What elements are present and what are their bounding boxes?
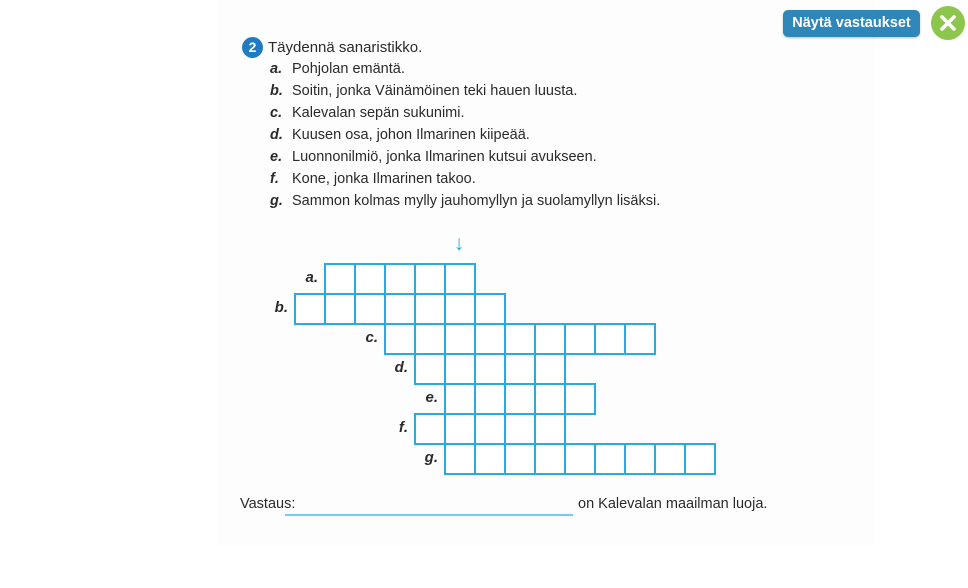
crossword-cell[interactable]: [444, 413, 476, 445]
crossword-cell[interactable]: [444, 443, 476, 475]
crossword-cell[interactable]: [414, 353, 446, 385]
crossword-cell[interactable]: [534, 353, 566, 385]
clue-letter: b.: [270, 83, 283, 99]
crossword-row-label: d.: [394, 359, 408, 376]
crossword-cell[interactable]: [624, 323, 656, 355]
clue-text: Luonnonilmiö, jonka Ilmarinen kutsui avukseen.: [292, 149, 597, 165]
crossword-cell[interactable]: [684, 443, 716, 475]
crossword-row-label: a.: [305, 269, 318, 286]
crossword-cell[interactable]: [474, 293, 506, 325]
answer-label: Vastaus:: [240, 496, 296, 512]
clue-text: Pohjolan emäntä.: [292, 61, 405, 77]
answer-suffix: on Kalevalan maailman luoja.: [578, 496, 768, 512]
crossword-cell[interactable]: [444, 353, 476, 385]
crossword-cell[interactable]: [504, 323, 536, 355]
exercise-number-badge: 2: [242, 37, 263, 58]
crossword-cell[interactable]: [444, 263, 476, 295]
clue-text: Kone, jonka Ilmarinen takoo.: [292, 171, 476, 187]
crossword-cell[interactable]: [564, 443, 596, 475]
crossword-row-label: c.: [365, 329, 378, 346]
clue-letter: a.: [270, 61, 283, 77]
crossword-row-label: b.: [274, 299, 288, 316]
crossword-row-label: f.: [398, 419, 408, 436]
crossword-cell[interactable]: [474, 383, 506, 415]
crossword-cell[interactable]: [504, 353, 536, 385]
crossword-cell[interactable]: [504, 413, 536, 445]
crossword-cell[interactable]: [534, 323, 566, 355]
crossword-cell[interactable]: [324, 263, 356, 295]
crossword-cell[interactable]: [384, 263, 416, 295]
crossword-cell[interactable]: [324, 293, 356, 325]
clue-letter: g.: [270, 193, 283, 209]
crossword-cell[interactable]: [624, 443, 656, 475]
crossword-cell[interactable]: [414, 323, 446, 355]
crossword-cell[interactable]: [534, 383, 566, 415]
crossword-cell[interactable]: [474, 443, 506, 475]
crossword-cell[interactable]: [444, 323, 476, 355]
clue-letter: d.: [270, 127, 283, 143]
crossword-cell[interactable]: [534, 443, 566, 475]
down-arrow-icon: ↓: [453, 232, 465, 255]
crossword-cell[interactable]: [414, 263, 446, 295]
crossword-cell[interactable]: [564, 323, 596, 355]
clue-text: Kuusen osa, johon Ilmarinen kiipeää.: [292, 127, 530, 143]
crossword-cell[interactable]: [474, 323, 506, 355]
show-answers-button[interactable]: Näytä vastaukset: [783, 10, 920, 37]
crossword-cell[interactable]: [414, 413, 446, 445]
crossword-cell[interactable]: [384, 293, 416, 325]
clue-text: Kalevalan sepän sukunimi.: [292, 105, 465, 121]
answer-blank[interactable]: [285, 492, 573, 516]
crossword-row-label: g.: [424, 449, 438, 466]
crossword-cell[interactable]: [594, 443, 626, 475]
crossword-cell[interactable]: [504, 443, 536, 475]
clue-text: Soitin, jonka Väinämöinen teki hauen luusta.: [292, 83, 578, 99]
clue-letter: f.: [270, 171, 279, 187]
crossword-cell[interactable]: [444, 383, 476, 415]
crossword-cell[interactable]: [414, 293, 446, 325]
clue-letter: c.: [270, 105, 283, 121]
clue-letter: e.: [270, 149, 283, 165]
crossword-cell[interactable]: [594, 323, 626, 355]
crossword-cell[interactable]: [354, 293, 386, 325]
crossword-cell[interactable]: [384, 323, 416, 355]
crossword-cell[interactable]: [504, 383, 536, 415]
crossword-row-label: e.: [425, 389, 438, 406]
crossword-cell[interactable]: [654, 443, 686, 475]
exercise-title: Täydennä sanaristikko.: [268, 39, 423, 56]
crossword-cell[interactable]: [354, 263, 386, 295]
crossword-cell[interactable]: [564, 383, 596, 415]
crossword-cell[interactable]: [474, 413, 506, 445]
crossword-cell[interactable]: [474, 353, 506, 385]
crossword-cell[interactable]: [444, 293, 476, 325]
crossword-cell[interactable]: [294, 293, 326, 325]
clue-text: Sammon kolmas mylly jauhomyllyn ja suolamyllyn lisäksi.: [292, 193, 661, 209]
crossword-cell[interactable]: [534, 413, 566, 445]
